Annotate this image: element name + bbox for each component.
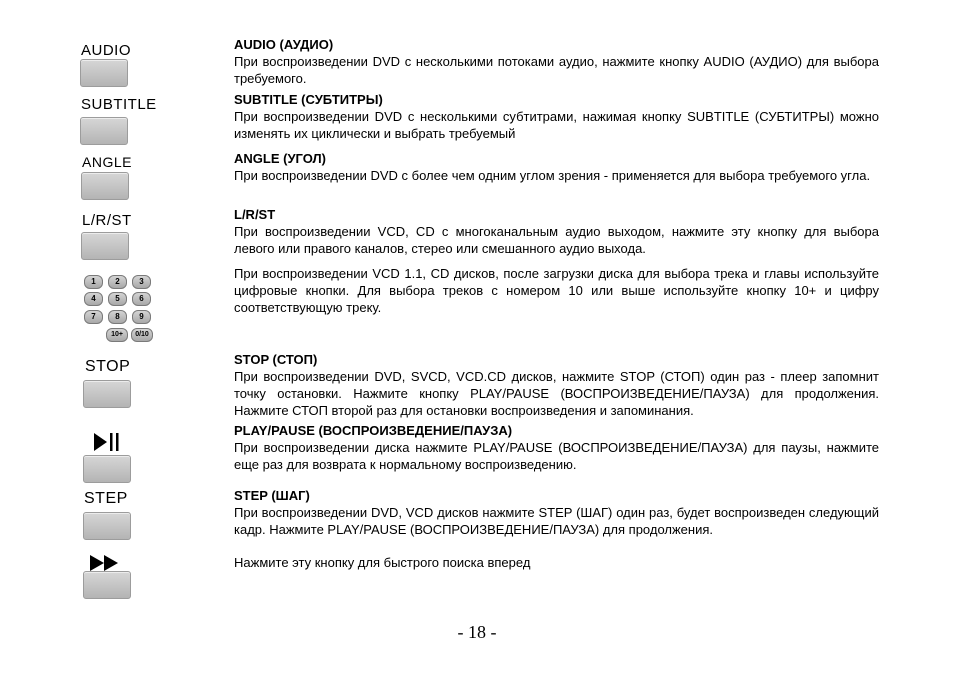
- section-stop-title: STOP (СТОП): [234, 352, 318, 367]
- section-angle-text: При воспроизведении DVD с более чем одним углом зрения - применяется для выбора требуемого угла.: [234, 168, 871, 183]
- section-stop-text: При воспроизведении DVD, SVCD, VCD.CD дисков, нажмите STOP (СТОП) один раз - плеер запомнит точку остановки. Нажмите кнопку PLAY/PAUSE (ВОСПРОИЗВЕДЕНИЕ/ПАУЗА) для продолжения. Нажмите СТОП второй раз для остановки воспроизведения и запоминания.: [234, 369, 879, 418]
- section-audio: [234, 37, 879, 87]
- section-play-pause-text: При воспроизведении диска нажмите PLAY/PAUSE (ВОСПРОИЗВЕДЕНИЕ/ПАУЗА) для паузы, нажмите еще раз для возврата к нормальному воспроизведению.: [234, 440, 879, 472]
- numeric-key-5[interactable]: 5: [108, 292, 127, 306]
- section-angle-title: ANGLE (УГОЛ): [234, 151, 326, 166]
- angle-label: ANGLE: [82, 154, 132, 170]
- audio-button[interactable]: [80, 59, 128, 87]
- section-angle: [234, 151, 879, 184]
- stop-label: STOP: [85, 358, 131, 375]
- section-play-pause-title: PLAY/PAUSE (ВОСПРОИЗВЕДЕНИЕ/ПАУЗА): [234, 423, 513, 438]
- numeric-key-3[interactable]: 3: [132, 275, 151, 289]
- numeric-key-8[interactable]: 8: [108, 310, 127, 324]
- section-fast-forward-text: Нажмите эту кнопку для быстрого поиска вперед: [234, 555, 531, 570]
- section-fast-forward: [234, 554, 879, 571]
- numeric-key-7[interactable]: 7: [84, 310, 103, 324]
- numeric-key-4[interactable]: 4: [84, 292, 103, 306]
- play-pause-icon: [92, 432, 124, 452]
- section-subtitle-text: При воспроизведении DVD с несколькими субтитрами, нажимая кнопку SUBTITLE (СУБТИТРЫ) можно изменять их циклически и выбрать требуемый: [234, 109, 879, 141]
- fast-forward-icon: [89, 554, 121, 572]
- section-audio-text: При воспроизведении DVD с несколькими потоками аудио, нажмите кнопку AUDIO (АУДИО) для выбора требуемого.: [234, 54, 879, 86]
- section-stop: [234, 352, 879, 419]
- step-label: STEP: [84, 490, 128, 507]
- section-audio-title: AUDIO (АУДИО): [234, 37, 334, 52]
- section-step: [234, 488, 879, 538]
- section-subtitle: [234, 92, 879, 142]
- numeric-key-9[interactable]: 9: [132, 310, 151, 324]
- numeric-key-2[interactable]: 2: [108, 275, 127, 289]
- page-number: - 18 -: [457, 622, 497, 642]
- angle-button[interactable]: [81, 172, 129, 200]
- subtitle-label: SUBTITLE: [81, 96, 157, 113]
- numeric-key-6[interactable]: 6: [132, 292, 151, 306]
- section-step-title: STEP (ШАГ): [234, 488, 310, 503]
- section-play-pause: [234, 423, 879, 473]
- section-lrst: [234, 207, 879, 257]
- play-pause-button[interactable]: [83, 455, 131, 483]
- section-lrst-text: При воспроизведении VCD, CD с многоканальным аудио выходом, нажмите эту кнопку для выбора левого или правого каналов, стерео или смешанного аудио выхода.: [234, 224, 879, 256]
- audio-label: AUDIO: [81, 42, 132, 59]
- section-numeric: [234, 265, 879, 316]
- lrst-button[interactable]: [81, 232, 129, 260]
- section-step-text: При воспроизведении DVD, VCD дисков нажмите STEP (ШАГ) один раз, будет воспроизведен следующий кадр. Нажмите PLAY/PAUSE (ВОСПРОИЗВЕДЕНИЕ/ПАУЗА) для продолжения.: [234, 505, 879, 537]
- section-subtitle-title: SUBTITLE (СУБТИТРЫ): [234, 92, 383, 107]
- numeric-key-10-plus[interactable]: 10+: [106, 328, 128, 342]
- section-numeric-text: При воспроизведении VCD 1.1, CD дисков, после загрузки диска для выбора трека и главы используйте цифровые кнопки. Для выбора треков с номером 10 или выше используйте кнопку 10+ и цифру соответствующую треку.: [234, 266, 879, 315]
- step-button[interactable]: [83, 512, 131, 540]
- subtitle-button[interactable]: [80, 117, 128, 145]
- section-lrst-title: L/R/ST: [234, 207, 276, 222]
- stop-button[interactable]: [83, 380, 131, 408]
- lrst-label: L/R/ST: [82, 212, 132, 229]
- numeric-key-0-10[interactable]: 0/10: [131, 328, 153, 342]
- numeric-key-1[interactable]: 1: [84, 275, 103, 289]
- fast-forward-button[interactable]: [83, 571, 131, 599]
